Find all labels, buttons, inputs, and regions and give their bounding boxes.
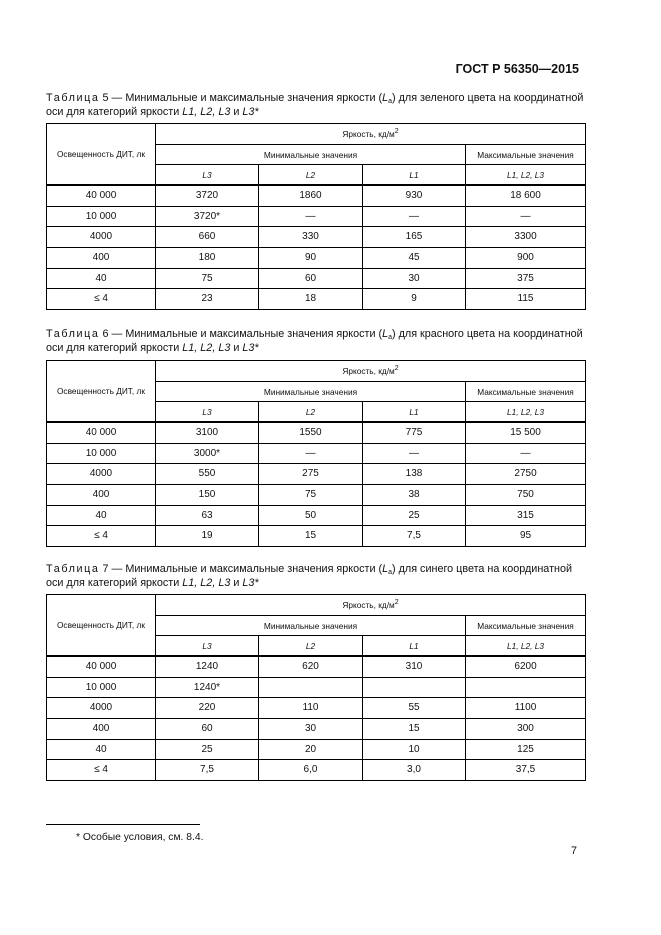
luminance-table (46, 594, 586, 781)
table-cell: ≤ 4 (47, 760, 156, 781)
footnote: * Особые условия, см. 8.4. (76, 832, 204, 843)
table-row (47, 526, 586, 547)
caption-text-continued: ) для зеленого цвета на координатной оси для категорий яркости (46, 92, 584, 118)
header-luminance-exponent: 2 (394, 365, 399, 372)
page-header: ГОСТ Р 56350—2015 (455, 62, 579, 76)
table-cell: — (363, 206, 466, 227)
table-cell: 3000* (156, 443, 259, 464)
table-cell: 75 (259, 485, 363, 506)
header-luminance (156, 595, 586, 616)
table-cell: — (259, 443, 363, 464)
table-row (47, 422, 586, 443)
table-cell: 95 (466, 526, 586, 547)
table-cell: 6,0 (259, 760, 363, 781)
table-cell: 310 (363, 656, 466, 677)
caption-subscript: a (388, 569, 393, 576)
caption-symbol: L (382, 328, 389, 340)
table-cell: 4000 (47, 464, 156, 485)
header-min-values: Минимальные значения (156, 616, 466, 636)
table-cell: 10 (363, 739, 466, 760)
table-cell: 50 (259, 505, 363, 526)
table-cell: 38 (363, 485, 466, 506)
table-cell: 30 (363, 268, 466, 289)
table-cell: 400 (47, 248, 156, 269)
header-luminance-exponent: 2 (394, 599, 399, 606)
table-row (47, 289, 586, 310)
header-max-values: Максимальные значения (466, 616, 586, 636)
header-category-c1: L3 (156, 636, 259, 657)
table-cell: 18 (259, 289, 363, 310)
table-cell: 18 600 (466, 185, 586, 206)
table-cell: 550 (156, 464, 259, 485)
caption-text-continued: ) для синего цвета на координатной оси для категорий яркости (46, 563, 573, 589)
table-cell: — (466, 206, 586, 227)
table-cell: 40 000 (47, 656, 156, 677)
table-cell: 3720 (156, 185, 259, 206)
table-row (47, 485, 586, 506)
table-cell: — (259, 206, 363, 227)
table-cell: 620 (259, 656, 363, 677)
table-row (47, 719, 586, 740)
caption-last-category: L3* (242, 342, 259, 354)
table-caption (46, 562, 586, 590)
table-cell: 40 (47, 268, 156, 289)
caption-lead: Таблица (46, 563, 100, 575)
table-row (47, 656, 586, 677)
table-cell: 19 (156, 526, 259, 547)
table-cell: ≤ 4 (47, 289, 156, 310)
header-luminance (156, 361, 586, 382)
caption-lead: Таблица (46, 92, 100, 104)
caption-text: — Минимальные и максимальные значения яркости ( (108, 328, 383, 340)
header-min-values: Минимальные значения (156, 382, 466, 402)
table-cell: 1100 (466, 698, 586, 719)
header-max-values: Максимальные значения (466, 382, 586, 402)
page-number: 7 (570, 845, 577, 857)
caption-categories: L1, L2, L3 (182, 342, 231, 354)
caption-conjunction: и (230, 577, 243, 589)
table-cell: 60 (156, 719, 259, 740)
table-cell: 40 000 (47, 185, 156, 206)
table-cell: 165 (363, 227, 466, 248)
table-cell: 23 (156, 289, 259, 310)
table-cell: 40 000 (47, 422, 156, 443)
caption-categories: L1, L2, L3 (182, 577, 231, 589)
table-cell: 1860 (259, 185, 363, 206)
table-cell: 400 (47, 719, 156, 740)
table-cell: 3720* (156, 206, 259, 227)
table-cell: 6200 (466, 656, 586, 677)
header-min-values: Минимальные значения (156, 145, 466, 165)
header-illuminance: Освещенность ДИТ, лк (47, 361, 156, 423)
table-cell: 63 (156, 505, 259, 526)
footnote-rule (46, 824, 200, 825)
table-cell: 40 (47, 505, 156, 526)
table-cell: 60 (259, 268, 363, 289)
table-cell: 115 (466, 289, 586, 310)
table-cell: 9 (363, 289, 466, 310)
caption-number: 5 (102, 92, 109, 104)
table-cell: ≤ 4 (47, 526, 156, 547)
table-cell: 7,5 (156, 760, 259, 781)
table-cell: 37,5 (466, 760, 586, 781)
luminance-table (46, 123, 586, 310)
table-cell: 1240* (156, 677, 259, 698)
table-cell: 4000 (47, 698, 156, 719)
table-cell: 180 (156, 248, 259, 269)
table-cell: 3,0 (363, 760, 466, 781)
table-cell: 55 (363, 698, 466, 719)
caption-last-category: L3* (242, 106, 259, 118)
table-cell: 900 (466, 248, 586, 269)
table-cell: 330 (259, 227, 363, 248)
table-cell: 138 (363, 464, 466, 485)
table-cell: 775 (363, 422, 466, 443)
table-cell: — (363, 443, 466, 464)
header-category-c3: L1 (363, 636, 466, 657)
table-row (47, 227, 586, 248)
caption-symbol: L (382, 563, 389, 575)
table-cell: 2750 (466, 464, 586, 485)
table-cell: 1550 (259, 422, 363, 443)
header-category-c4: L1, L2, L3 (466, 636, 586, 657)
table-cell: 930 (363, 185, 466, 206)
table-cell: 7,5 (363, 526, 466, 547)
table-cell: 15 (259, 526, 363, 547)
header-luminance-label: Яркость, кд/м (342, 366, 395, 376)
header-illuminance: Освещенность ДИТ, лк (47, 124, 156, 186)
table-cell: 10 000 (47, 206, 156, 227)
table-cell: 750 (466, 485, 586, 506)
table-cell: 1240 (156, 656, 259, 677)
header-category-c2: L2 (259, 636, 363, 657)
table-cell: 90 (259, 248, 363, 269)
table-row (47, 268, 586, 289)
caption-symbol: L (382, 92, 389, 104)
header-category-c1: L3 (156, 402, 259, 423)
table-cell: 275 (259, 464, 363, 485)
caption-subscript: a (388, 98, 393, 105)
table-row (47, 677, 586, 698)
caption-lead: Таблица (46, 328, 100, 340)
table-row (47, 443, 586, 464)
header-category-c4: L1, L2, L3 (466, 402, 586, 423)
table-cell: 10 000 (47, 677, 156, 698)
caption-conjunction: и (230, 342, 243, 354)
table-cell: 75 (156, 268, 259, 289)
table-cell: 125 (466, 739, 586, 760)
table-cell: 150 (156, 485, 259, 506)
table-row (47, 464, 586, 485)
table-cell: 3100 (156, 422, 259, 443)
table-cell: 220 (156, 698, 259, 719)
caption-subscript: a (388, 334, 393, 341)
table-cell: 30 (259, 719, 363, 740)
table-cell: 40 (47, 739, 156, 760)
caption-last-category: L3* (242, 577, 259, 589)
table-cell: 25 (156, 739, 259, 760)
caption-text: — Минимальные и максимальные значения яркости ( (108, 563, 383, 575)
header-luminance (156, 124, 586, 145)
table-cell (363, 677, 466, 698)
caption-number: 7 (102, 563, 109, 575)
table-caption (46, 91, 586, 119)
table-cell: 300 (466, 719, 586, 740)
table-cell: 660 (156, 227, 259, 248)
header-category-c4: L1, L2, L3 (466, 165, 586, 186)
table-cell: 400 (47, 485, 156, 506)
caption-conjunction: и (230, 106, 243, 118)
table-cell: 20 (259, 739, 363, 760)
table-cell (466, 677, 586, 698)
table-row (47, 206, 586, 227)
caption-text: — Минимальные и максимальные значения яркости ( (108, 92, 383, 104)
table-cell: 4000 (47, 227, 156, 248)
table-cell: 375 (466, 268, 586, 289)
table-cell: 15 (363, 719, 466, 740)
table-cell: — (466, 443, 586, 464)
header-luminance-label: Яркость, кд/м (342, 600, 395, 610)
table-cell (259, 677, 363, 698)
table-cell: 110 (259, 698, 363, 719)
table-cell: 10 000 (47, 443, 156, 464)
table-cell: 15 500 (466, 422, 586, 443)
caption-text-continued: ) для красного цвета на координатной оси для категорий яркости (46, 328, 583, 354)
caption-number: 6 (102, 328, 109, 340)
table-cell: 25 (363, 505, 466, 526)
table-row (47, 698, 586, 719)
luminance-table (46, 360, 586, 547)
table-row (47, 760, 586, 781)
table-cell: 45 (363, 248, 466, 269)
table-caption (46, 327, 586, 355)
header-illuminance: Освещенность ДИТ, лк (47, 595, 156, 657)
header-category-c2: L2 (259, 402, 363, 423)
caption-categories: L1, L2, L3 (182, 106, 231, 118)
header-max-values: Максимальные значения (466, 145, 586, 165)
header-category-c2: L2 (259, 165, 363, 186)
header-category-c3: L1 (363, 402, 466, 423)
header-luminance-label: Яркость, кд/м (342, 129, 395, 139)
header-category-c1: L3 (156, 165, 259, 186)
table-row (47, 248, 586, 269)
header-category-c3: L1 (363, 165, 466, 186)
table-cell: 315 (466, 505, 586, 526)
table-row (47, 505, 586, 526)
table-row (47, 185, 586, 206)
header-luminance-exponent: 2 (394, 128, 399, 135)
table-row (47, 739, 586, 760)
table-cell: 3300 (466, 227, 586, 248)
